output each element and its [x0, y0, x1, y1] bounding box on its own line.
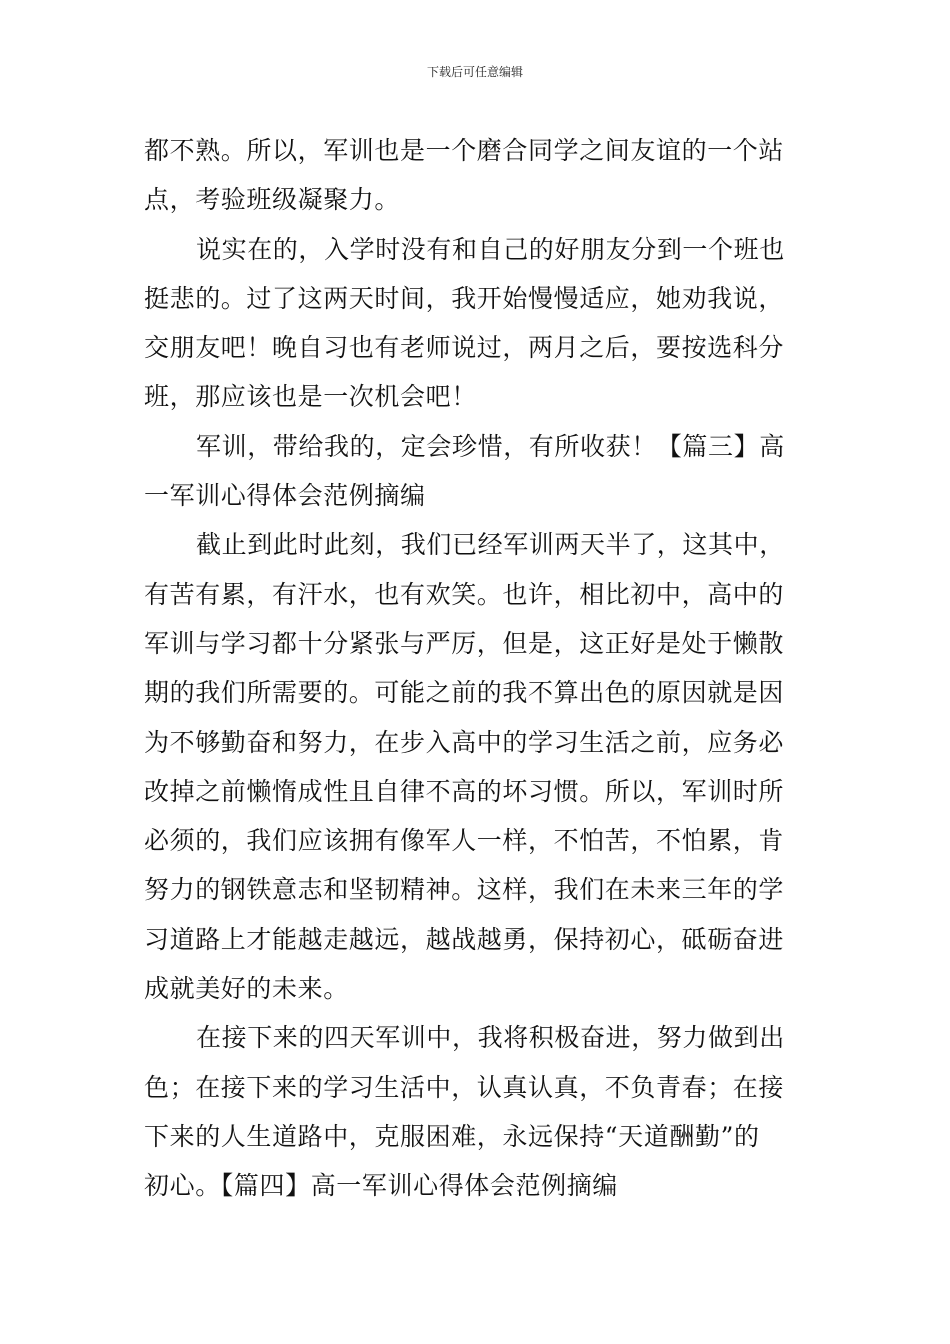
text-line: 成就美好的未来。 — [144, 974, 349, 1004]
text-line: 期的我们所需要的。可能之前的我不算出色的原因就是因 — [144, 678, 785, 708]
text-line: 下来的人生道路中，克服困难，永远保持“天道酬勤”的 — [144, 1121, 760, 1151]
text-line: 初心。【篇四】高一军训心得体会范例摘编 — [144, 1171, 618, 1201]
text-line: 军训与学习都十分紧张与严厉，但是，这正好是处于懒散 — [144, 628, 785, 658]
text-line: 必须的，我们应该拥有像军人一样，不怕苦，不怕累，肯 — [144, 826, 785, 856]
paragraph — [144, 126, 809, 225]
text-line: 都不熟。所以，军训也是一个磨合同学之间友谊的一个站 — [144, 136, 785, 165]
text-line: 交朋友吧！晚自习也有老师说过，两月之后，要按选科分 — [144, 333, 785, 363]
text-line: 改掉之前懒惰成性且自律不高的坏习惯。所以，军训时所 — [144, 776, 785, 806]
text-line: 一军训心得体会范例摘编 — [144, 481, 426, 511]
text-line: 说实在的，入学时没有和自己的好朋友分到一个班也 — [196, 234, 785, 264]
text-line: 班，那应该也是一次机会吧！ — [144, 382, 477, 412]
document-body — [144, 126, 809, 1211]
page-header-note: 下载后可任意编辑 — [426, 65, 523, 79]
paragraph — [144, 225, 809, 422]
text-line: 挺悲的。过了这两天时间，我开始慢慢适应，她劝我说， — [144, 283, 785, 313]
paragraph — [144, 1013, 809, 1210]
text-line: 色；在接下来的学习生活中，认真认真，不负青春；在接 — [144, 1072, 785, 1102]
text-line: 努力的钢铁意志和坚韧精神。这样，我们在未来三年的学 — [144, 875, 785, 905]
text-line: 有苦有累，有汗水，也有欢笑。也许，相比初中，高中的 — [144, 579, 785, 609]
text-line: 为不够勤奋和努力，在步入高中的学习生活之前，应务必 — [144, 727, 785, 757]
text-line: 点，考验班级凝聚力。 — [144, 185, 401, 215]
text-line: 在接下来的四天军训中，我将积极奋进，努力做到出 — [196, 1023, 785, 1053]
text-line: 习道路上才能越走越远，越战越勇，保持初心，砥砺奋进 — [144, 924, 785, 954]
text-line: 军训，带给我的，定会珍惜，有所收获！【篇三】高 — [196, 431, 785, 461]
text-line: 截止到此时此刻，我们已经军训两天半了，这其中， — [196, 530, 785, 560]
paragraph — [144, 422, 809, 521]
paragraph — [144, 520, 809, 1013]
